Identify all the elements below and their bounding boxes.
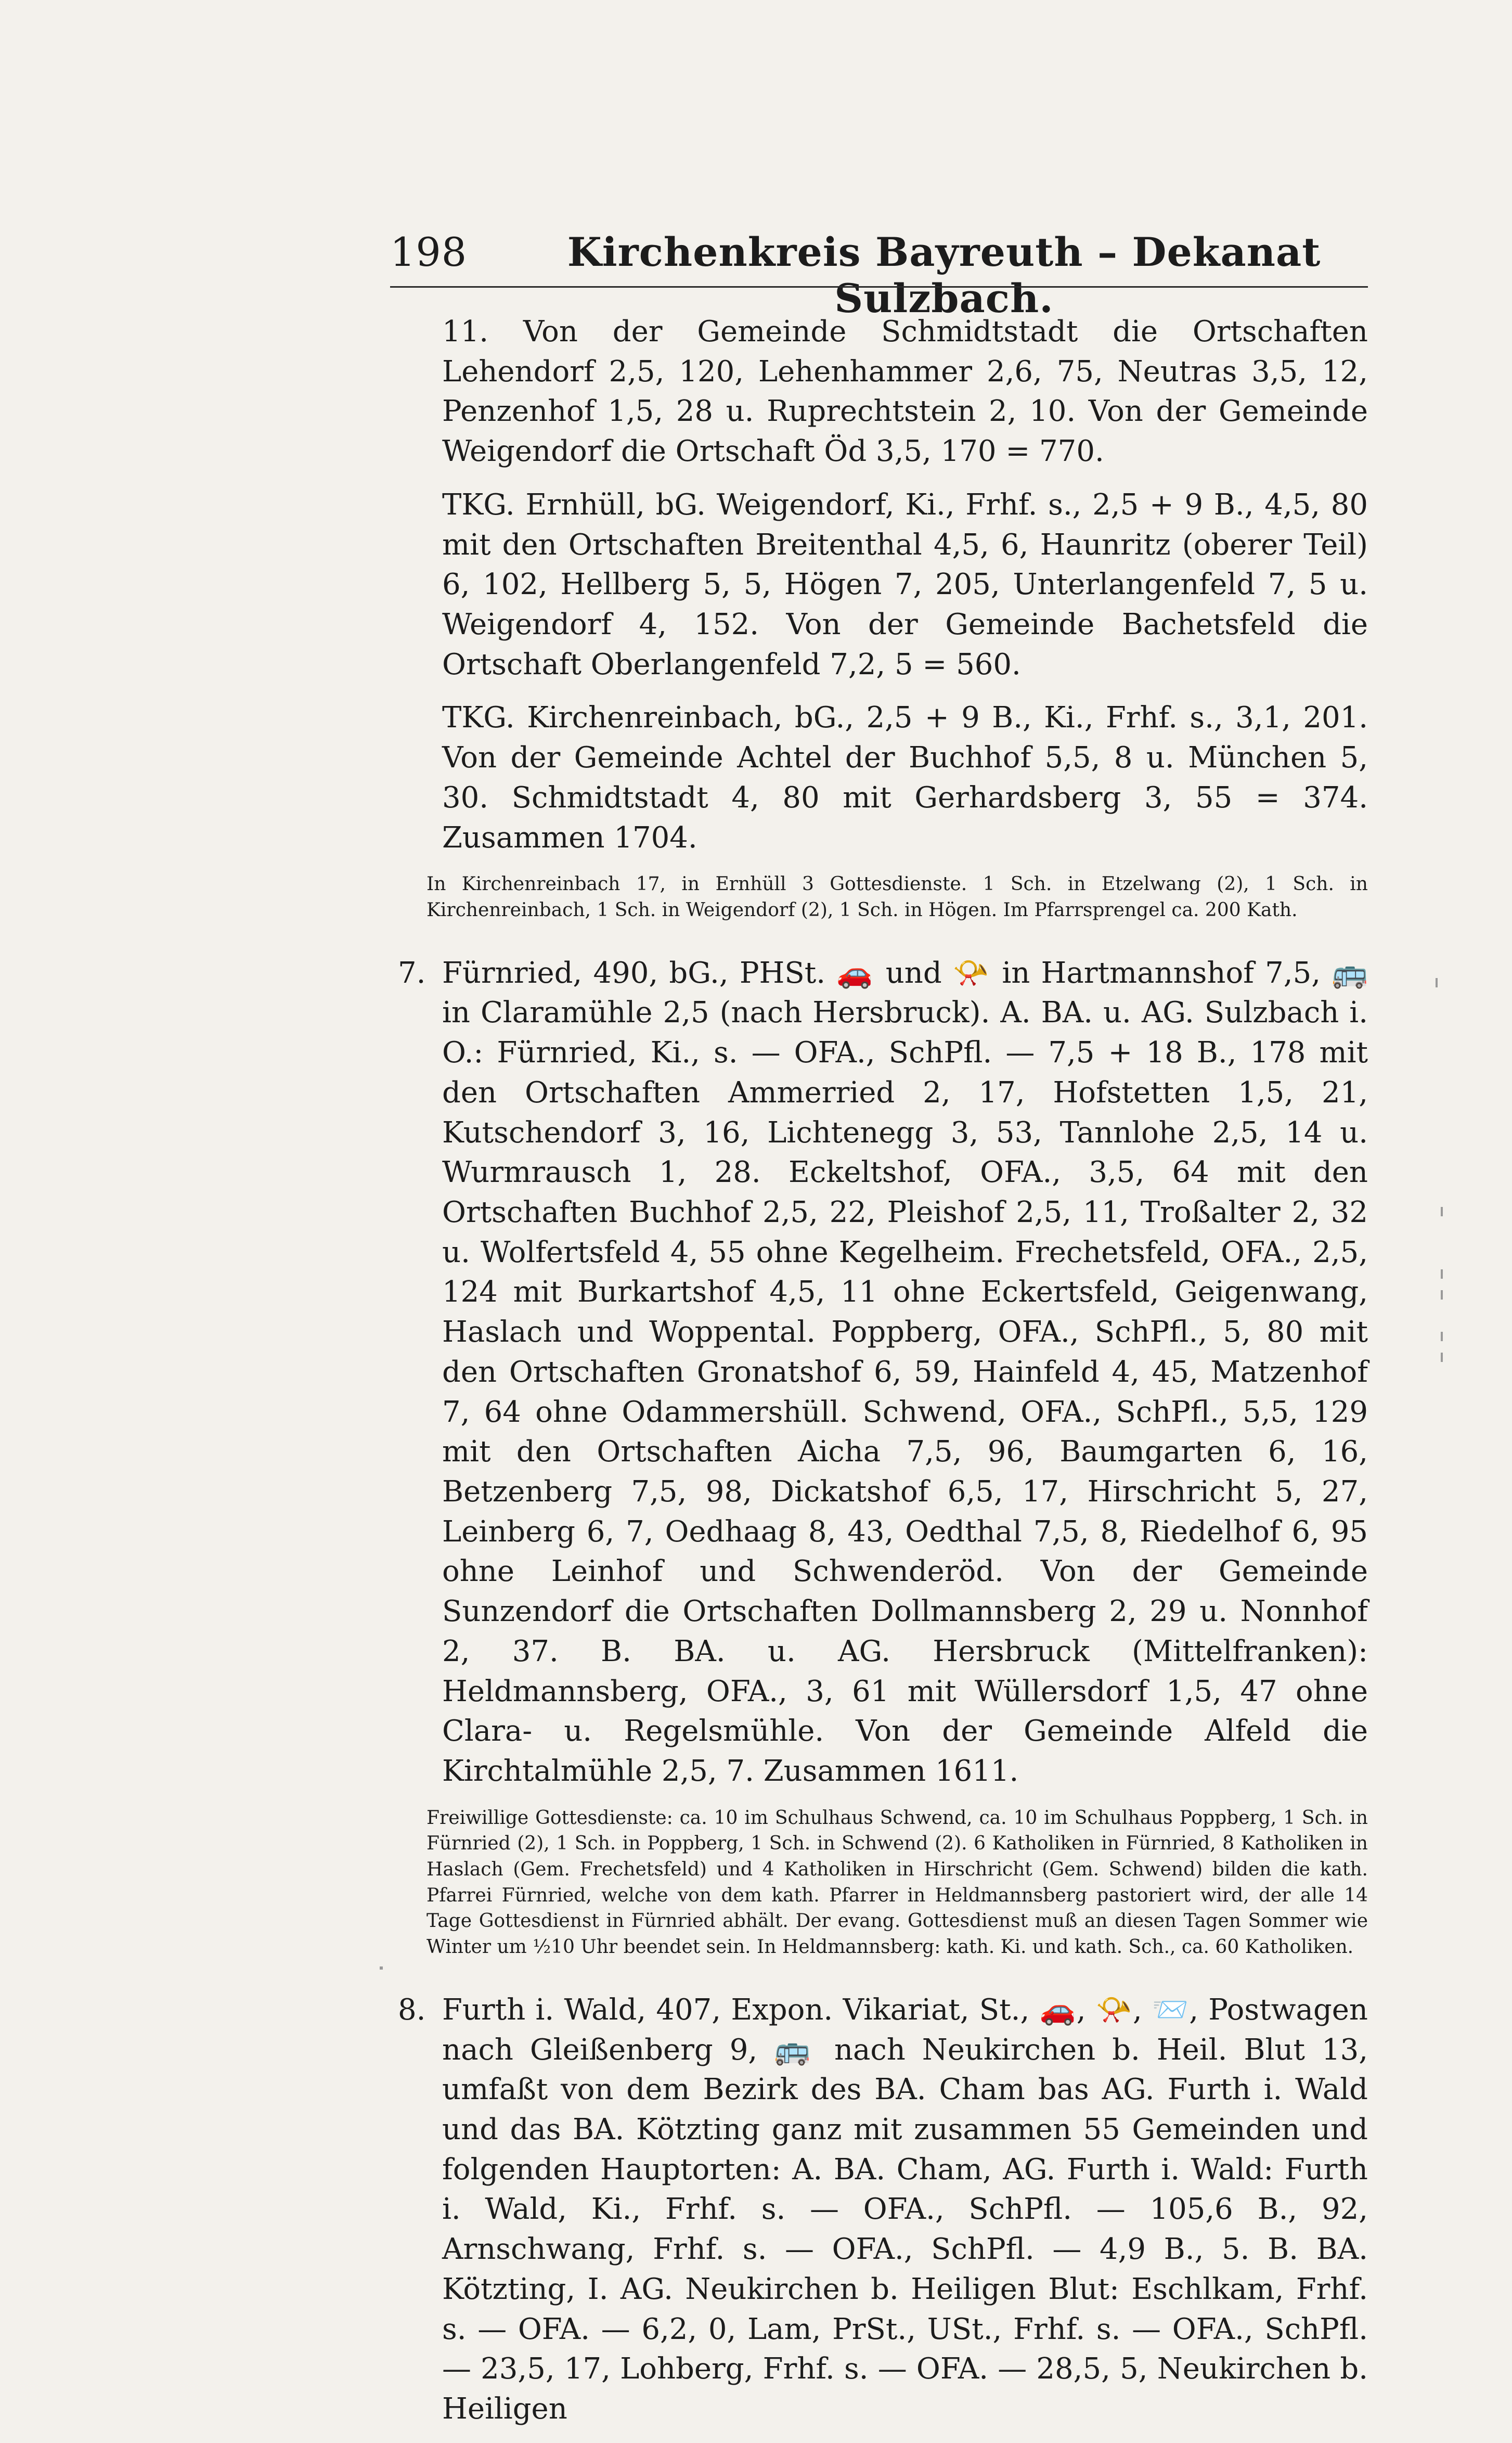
page-body [398,312,1368,2443]
entry-furth-im-wald [398,1990,1368,2429]
scan-mark [1436,978,1438,987]
header-rule [390,286,1368,288]
scan-mark [1441,1332,1443,1341]
entry-number: 7. [398,956,426,990]
page-header [390,229,1368,322]
scan-mark [1441,1290,1443,1300]
footnote-kirchenreinbach: In Kirchenreinbach 17, in Ernhüll 3 Gottesdienste. 1 Sch. in Etzelwang (2), 1 Sch. in Kirchenreinbach, 1 Sch. in Weigendorf (2), 1 Sch. in Högen. Im Pfarrsprengel ca. 200 Kath. [427,873,1368,921]
scan-mark [1441,1207,1443,1216]
page-number: 198 [390,229,468,275]
entry-text: Fürnried, 490, bG., PHSt. 🚗 und 📯 in Hartmannshof 7,5, 🚌 in Claramühle 2,5 (nach Hersbruck). A. BA. u. AG. Sulzbach i. O.: Fürnried, Ki., s. — OFA., SchPfl. — 7,5 + 18 B., 178 mit den Ortschaften Ammerried 2, 17, Hofstetten 1,5, 21, Kutschendorf 3, 16, Lichtenegg 3, 53, Tannlohe 2,5, 14 u. Wurmrausch 1, 28. Eckeltshof, OFA., 3,5, 64 mit den Ortschaften Buchhof 2,5, 22, Pleishof 2,5, 11, Troßalter 2, 32 u. Wolfertsfeld 4, 55 ohne Kegelheim. Frechetsfeld, OFA., 2,5, 124 mit Burkartshof 4,5, 11 ohne Eckertsfeld, Geigenwang, Haslach und Woppental. Poppberg, OFA., SchPfl., 5, 80 mit den Ortschaften Gronatshof 6, 59, Hainfeld 4, 45, Matzenhof 7, 64 ohne Odammershüll. Schwend, OFA., SchPfl., 5,5, 129 mit den Ortschaften Aicha 7,5, 96, Baumgarten 6, 16, Betzenberg 7,5, 98, Dickatshof 6,5, 17, Hirschricht 5, 27, Leinberg 6, 7, Oedhaag 8, 43, Oedthal 7,5, 8, Riedelhof 6, 95 ohne Leinhof und Schwenderöd. Von der Gemeinde Sunzendorf die Ortschaften Dollmannsberg 2, 29 u. Nonnhof 2, 37. B. BA. u. AG. Hersbruck (Mittelfranken): Heldmannsberg, OFA., 3, 61 mit Wüllersdorf 1,5, 47 ohne Clara- u. Regelsmühle. Von der Gemeinde Alfeld die Kirchtalmühle 2,5, 7. Zusammen 1611. [442,956,1368,1789]
scan-mark [1441,1353,1443,1362]
paragraph-schmidtstadt: 11. Von der Gemeinde Schmidtstadt die Ortschaften Lehendorf 2,5, 120, Lehenhammer 2,6, 75, Neutras 3,5, 12, Penzenhof 1,5, 28 u. Ruprechtstein 2, 10. Von der Gemeinde Weigendorf die Ortschaft Öd 3,5, 170 = 770. [442,315,1368,469]
paragraph-kirchenreinbach: TKG. Kirchenreinbach, bG., 2,5 + 9 B., Ki., Frhf. s., 3,1, 201. Von der Gemeinde Achtel der Buchhof 5,5, 8 u. München 5, 30. Schmidtstadt 4, 80 mit Gerhardsberg 3, 55 = 374. Zusammen 1704. [442,701,1368,855]
footnote-fuernried: Freiwillige Gottesdienste: ca. 10 im Schulhaus Schwend, ca. 10 im Schulhaus Poppberg, 1 Sch. in Fürnried (2), 1 Sch. in Poppberg, 1 Sch. in Schwend (2). 6 Katholiken in Fürnried, 8 Katholiken in Haslach (Gem. Frechetsfeld) und 4 Katholiken in Hirschricht (Gem. Schwend) bilden die kath. Pfarrei Fürnried, welche von dem kath. Pfarrer in Heldmannsberg pastoriert wird, der alle 14 Tage Gottesdienst in Fürnried abhält. Der evang. Gottesdienst muß an diesen Tagen Sommer wie Winter um ½10 Uhr beendet sein. In Heldmannsberg: kath. Ki. und kath. Sch., ca. 60 Katholiken. [427,1807,1368,1958]
entry-text: Furth i. Wald, 407, Expon. Vikariat, St., 🚗, 📯, 📨, Postwagen nach Gleißenberg 9, 🚌 nach Neukirchen b. Heil. Blut 13, umfaßt von dem Bezirk des BA. Cham bas AG. Furth i. Wald und das BA. Kötzting ganz mit zusammen 55 Gemeinden und folgenden Hauptorten: A. BA. Cham, AG. Furth i. Wald: Furth i. Wald, Ki., Frhf. s. — OFA., SchPfl. — 105,6 B., 92, Arnschwang, Frhf. s. — OFA., SchPfl. — 4,9 B., 5. B. BA. Kötzting, I. AG. Neukirchen b. Heiligen Blut: Eschlkam, Frhf. s. — OFA. — 6,2, 0, Lam, PrSt., USt., Frhf. s. — OFA., SchPfl. — 23,5, 17, Lohberg, Frhf. s. — OFA. — 28,5, 5, Neukirchen b. Heiligen [442,1992,1368,2426]
scan-mark [1441,1269,1443,1279]
entry-fuernried [398,954,1368,1792]
paragraph-ernhuell: TKG. Ernhüll, bG. Weigendorf, Ki., Frhf. s., 2,5 + 9 B., 4,5, 80 mit den Ortschaften Breitenthal 4,5, 6, Haunritz (oberer Teil) 6, 102, Hellberg 5, 5, Högen 7, 205, Unterlangenfeld 7, 5 u. Weigendorf 4, 152. Von der Gemeinde Bachetsfeld die Ortschaft Oberlangenfeld 7,2, 5 = 560. [442,487,1368,682]
running-head: Kirchenkreis Bayreuth – Dekanat Sulzbach. [567,229,1321,322]
entry-number: 8. [398,1992,426,2027]
scan-mark [380,1966,383,1970]
